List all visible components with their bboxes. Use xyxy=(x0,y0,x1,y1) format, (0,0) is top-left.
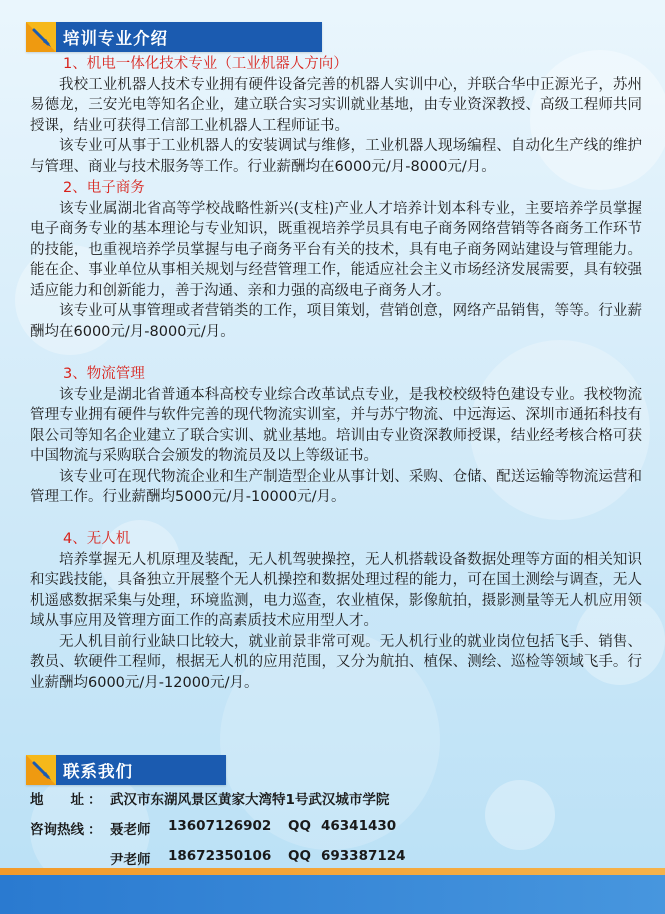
footer-stripe-blue xyxy=(0,875,665,914)
footer-stripe-orange xyxy=(0,868,665,875)
label-separator: ： xyxy=(88,792,102,808)
contact-section-header xyxy=(26,755,226,785)
major-title: 2、电子商务 xyxy=(63,180,145,196)
major-title: 4、无人机 xyxy=(63,531,131,547)
major-drone xyxy=(30,529,642,693)
pen-icon xyxy=(26,22,56,52)
address-label: 地 址 xyxy=(30,792,84,808)
training-section-header xyxy=(26,22,322,52)
contact-phone: 18672350106 xyxy=(168,848,272,864)
contact-name: 尹老师 xyxy=(110,852,151,868)
major-title: 3、物流管理 xyxy=(63,366,145,382)
contact-name: 聂老师 xyxy=(110,822,151,838)
major-logistics xyxy=(30,364,642,508)
major-ecommerce xyxy=(30,178,642,342)
major-paragraph: 我校工业机器人技术专业拥有硬件设备完善的机器人实训中心，并联合华中正源光子，苏州易德龙，三安光电等知名企业，建立联合实习实训就业基地，由专业资深教授、高级工程师共同授课，结业可获得工信部工业机器人工程师证书。 xyxy=(30,76,642,134)
major-paragraph: 无人机目前行业缺口比较大，就业前景非常可观。无人机行业的就业岗位包括飞手、销售、教员、软硬件工程师，根据无人机的应用范围，又分为航拍、植保、测绘、巡检等领域飞手。行业薪酬均6000元/月-12000元/月。 xyxy=(30,633,642,691)
major-paragraph: 培养掌握无人机原理及装配，无人机驾驶操控，无人机搭载设备数据处理等方面的相关知识和实践技能，具备独立开展整个无人机操控和数据处理过程的能力，可在国土测绘与调查，无人机遥感数据采集与处理，环境监测，电力巡查，农业植保，影像航拍，摄影测量等无人机应用领域从事应用及管理方面工作的高素质技术应用型人才。 xyxy=(30,551,642,629)
hotline-label: 咨询热线 xyxy=(30,822,84,838)
section-title: 培训专业介绍 xyxy=(63,29,168,48)
address-value: 武汉市东湖风景区黄家大湾特1号武汉城市学院 xyxy=(110,792,390,808)
qq-label: QQ xyxy=(288,848,311,864)
section-title: 联系我们 xyxy=(63,762,133,781)
contact-phone: 13607126902 xyxy=(168,818,272,834)
major-paragraph: 该专业可在现代物流企业和生产制造型企业从事计划、采购、仓储、配送运输等物流运营和管理工作。行业薪酬均5000元/月-10000元/月。 xyxy=(30,468,642,505)
pen-icon xyxy=(26,755,56,785)
contact-qq: 46341430 xyxy=(321,818,397,834)
major-paragraph: 该专业可从事于工业机器人的安装调试与维修，工业机器人现场编程、自动化生产线的维护与管理、商业与技术服务等工作。行业薪酬均在6000元/月-8000元/月。 xyxy=(30,138,642,175)
major-paragraph: 该专业是湖北省普通本科高校专业综合改革试点专业，是我校校级特色建设专业。我校物流管理专业拥有硬件与软件完善的现代物流实训室，并与苏宁物流、中远海运、深圳市通拓科技有限公司等知名企业建立了联合实训、就业基地。培训由专业资深教师授课，结业经考核合格可获中国物流与采购联合会颁发的物流员及以上等级证书。 xyxy=(30,386,642,464)
label-separator: ： xyxy=(88,822,102,838)
qq-label: QQ xyxy=(288,818,311,834)
major-robotics xyxy=(30,54,642,177)
contact-qq: 693387124 xyxy=(321,848,406,864)
major-title: 1、机电一体化技术专业（工业机器人方向） xyxy=(63,56,348,72)
major-paragraph: 该专业属湖北省高等学校战略性新兴(支柱)产业人才培养计划本科专业，主要培养学员掌握电子商务专业的基本理论与专业知识，既重视培养学员具有电子商务网络营销等各商务工作环节的技能，也重视培养学员掌握与电子商务平台有关的技术，具有电子商务网站建设与管理能力。能在企、事业单位从事相关规划与经营管理工作，能适应社会主义市场经济发展需要，具有较强适应能力和创新能力，善于沟通、亲和力强的高级电子商务人才。 xyxy=(30,200,642,299)
major-paragraph: 该专业可从事管理或者营销类的工作，项目策划，营销创意，网络产品销售，等等。行业薪酬均在6000元/月-8000元/月。 xyxy=(30,303,642,340)
